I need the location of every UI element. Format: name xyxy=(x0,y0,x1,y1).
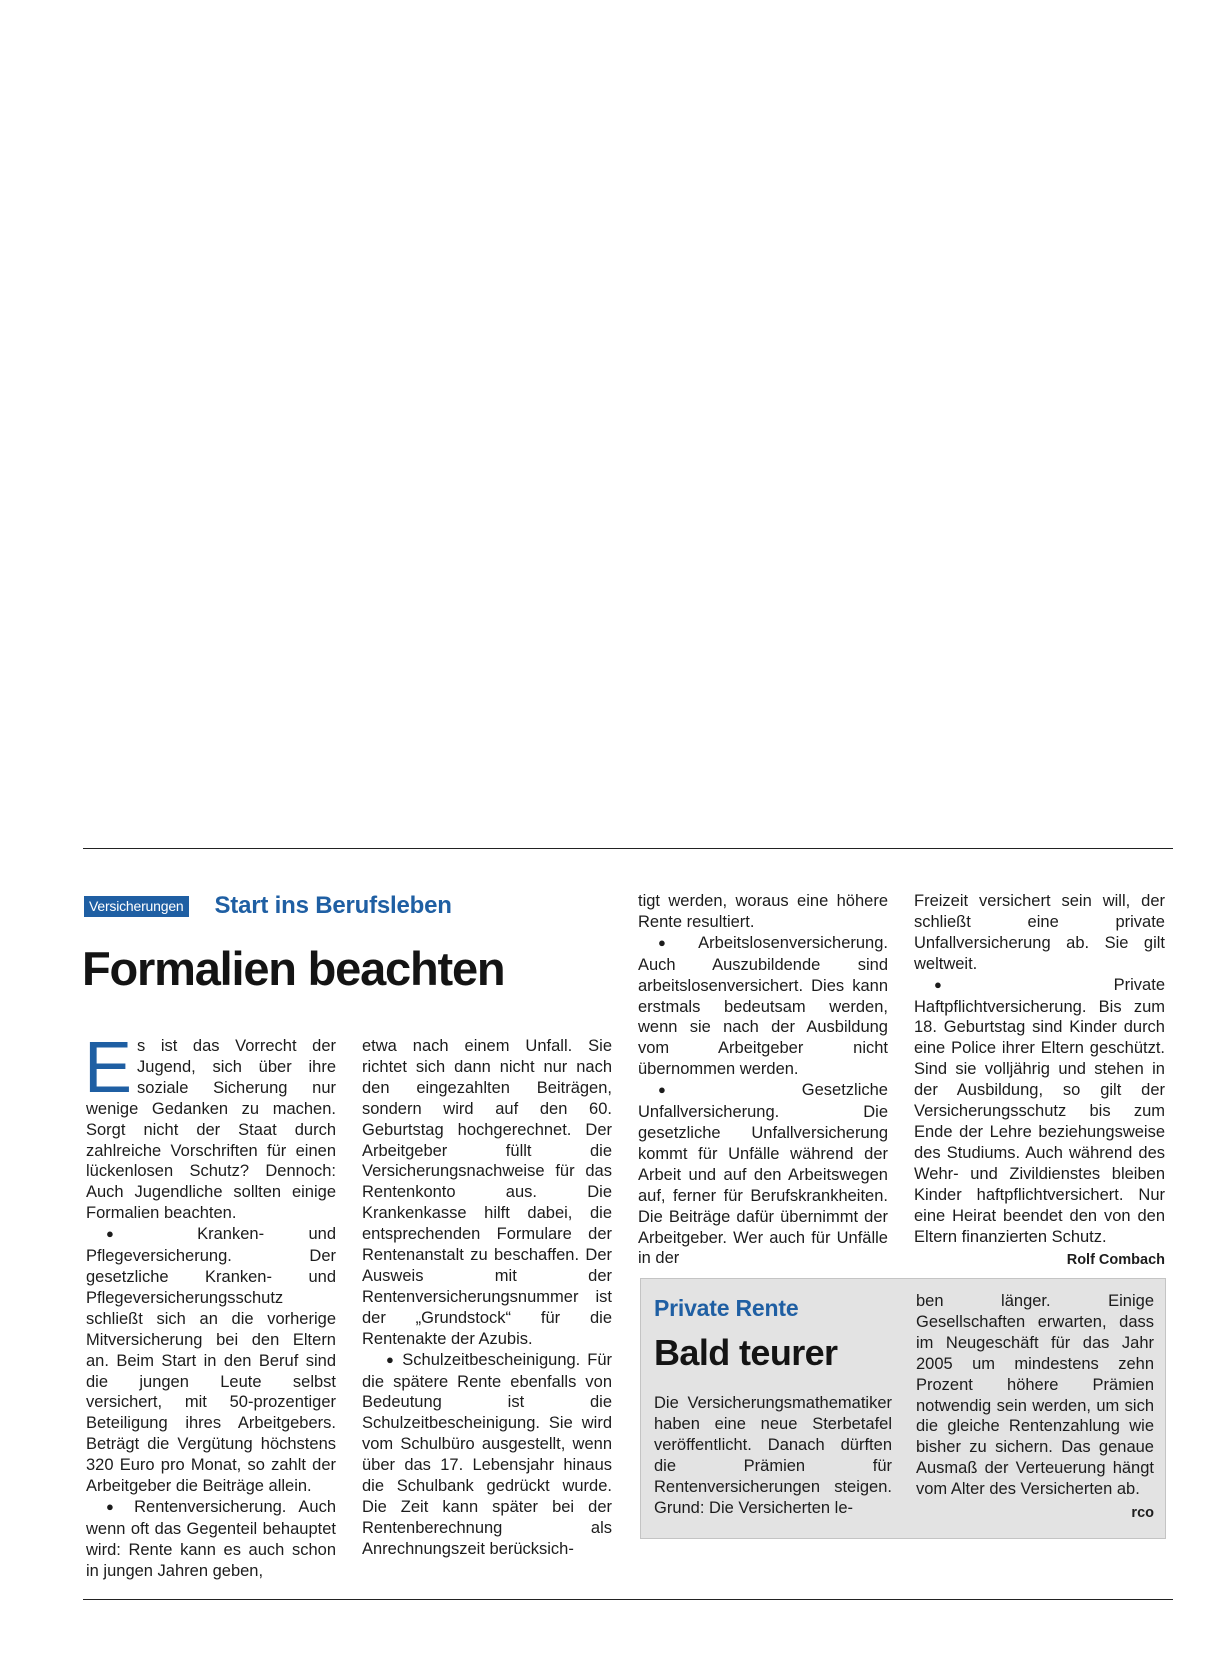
intro-paragraph xyxy=(84,1028,336,1224)
paragraph-arbeitslos: ● Arbeitslosenversicherung. Auch Auszubildende sind arbeitslosenversichert. Dies kann erstmals bedeutsam werden, wenn sie nach der Ausbildung vom Arbeitgeber nicht übernommen werden. xyxy=(638,933,888,1080)
paragraph-rente-start: ● Rentenversicherung. Auch wenn oft das Gegenteil behauptet wird: Rente kann es auch schon in jungen Jahren geben, xyxy=(86,1497,336,1582)
article-column-1 xyxy=(84,1028,336,1582)
box-headline: Bald teurer xyxy=(654,1332,838,1373)
paragraph-kranken: ● Kranken- und Pflegeversicherung. Der gesetzliche Kranken- und Pflegeversicherungsschutz schließt sich an die vorherige Mitversicherung bei den Eltern an. Beim Start in den Beruf sind die jungen Leute selbst versichert, mit 50-prozentiger Beteiligung ihres Arbeitgebers. Beträgt die Vergütung höchstens 320 Euro pro Monat, so zahlt der Arbeitgeber die Beiträge allein. xyxy=(86,1224,336,1497)
article-column-2 xyxy=(362,1036,612,1560)
article-column-4 xyxy=(914,891,1165,1271)
box-column-2 xyxy=(916,1291,1154,1524)
paragraph-rente-cont: etwa nach einem Unfall. Sie richtet sich dann nicht nur nach den eingezahlten Beiträgen, sondern wird auf den 60. Geburtstag hochgerechnet. Der Arbeitgeber füllt die Versicherungsnachweise für das Rentenkonto aus. Die Krankenkasse hilft dabei, die entsprechenden Formulare der Rentenanstalt zu beschaffen. Der Ausweis mit der Rentenversicherungsnummer ist der „Grundstock“ für die Rentenakte der Azubis. xyxy=(362,1037,612,1348)
box-text-cont-body: ben länger. Einige Gesellschaften erwarten, dass im Neugeschäft für das Jahr 2005 um mindestens zehn Prozent höhere Prämien notwendig sein werden, um sich die gleiche Rentenzahlung wie bisher zu sichern. Das genaue Ausmaß der Verteuerung hängt vom Alter des Versicherten ab. xyxy=(916,1292,1154,1499)
paragraph-schulzeit-start: ● Schulzeitbescheinigung. Für die spätere Rente ebenfalls von Bedeutung ist die Schulzeitbescheinigung. Sie wird vom Schulbüro ausgestellt, wenn über das 17. Lebensjahr hinaus die Schulbank gedrückt wurde. Die Zeit kann später bei der Rentenberechnung als Anrechnungszeit berücksich- xyxy=(362,1350,612,1560)
box-kicker: Private Rente xyxy=(654,1295,799,1321)
haftpflicht-text: Private Haftpflichtversicherung. Bis zum 18. Geburtstag sind Kinder durch eine Police ihrer Eltern geschützt. Sind sie volljährig und stehen in der Ausbildung, so gilt der Versicherungsschutz bis zum Ende der Lehre beziehungsweise des Studiums. Auch während des Wehr- und Zivildienstes bleiben Kinder haftpflichtversichert. Nur eine Heirat beendet den von den Eltern finanzierten Schutz. xyxy=(914,975,1165,1246)
section-tag: Versicherungen xyxy=(84,896,189,917)
bottom-rule xyxy=(83,1599,1173,1600)
top-rule xyxy=(83,848,1173,849)
box-text-cont xyxy=(916,1291,1154,1522)
box-byline: rco xyxy=(1131,1505,1154,1522)
paragraph-schulzeit-cont: tigt werden, woraus eine höhere Rente resultiert. xyxy=(638,892,888,931)
article-kicker: Start ins Berufsleben xyxy=(214,892,452,919)
paragraph-unfall-cont: Freizeit versichert sein will, der schließt eine private Unfallversicherung ab. Sie gilt weltweit. xyxy=(914,892,1165,973)
box-text-start: Die Versicherungsmathematiker haben eine neue Sterbetafel veröffentlicht. Danach dürften die Prämien für Rentenversicherungen steigen. Grund: Die Versicherten le- xyxy=(654,1394,892,1517)
article-kicker-row xyxy=(84,892,452,920)
box-column-1 xyxy=(654,1393,892,1518)
article-byline: Rolf Combach xyxy=(1066,1252,1165,1269)
article-headline: Formalien beachten xyxy=(82,942,505,995)
paragraph-unfall-start: ● Gesetzliche Unfallversicherung. Die gesetzliche Unfallversicherung kommt für Unfälle während der Arbeit und auf den Arbeitswegen auf, ferner für Berufskrankheiten. Die Beiträge dafür übernimmt der Arbeitgeber. Wer auch für Unfälle in der xyxy=(638,1080,888,1269)
intro-text: s ist das Vorrecht der Jugend, sich über ihre soziale Sicherung nur wenige Gedanken zu machen. Sorgt nicht der Staat durch zahlreiche Vorschriften für einen lückenlosen Schutz? Dennoch: Auch Jugendliche sollten einige Formalien beachten. xyxy=(86,1037,336,1223)
article-column-3 xyxy=(638,891,888,1269)
info-box xyxy=(640,1278,1166,1539)
dropcap: E xyxy=(84,1028,133,1108)
paragraph-haftpflicht xyxy=(914,975,1165,1269)
